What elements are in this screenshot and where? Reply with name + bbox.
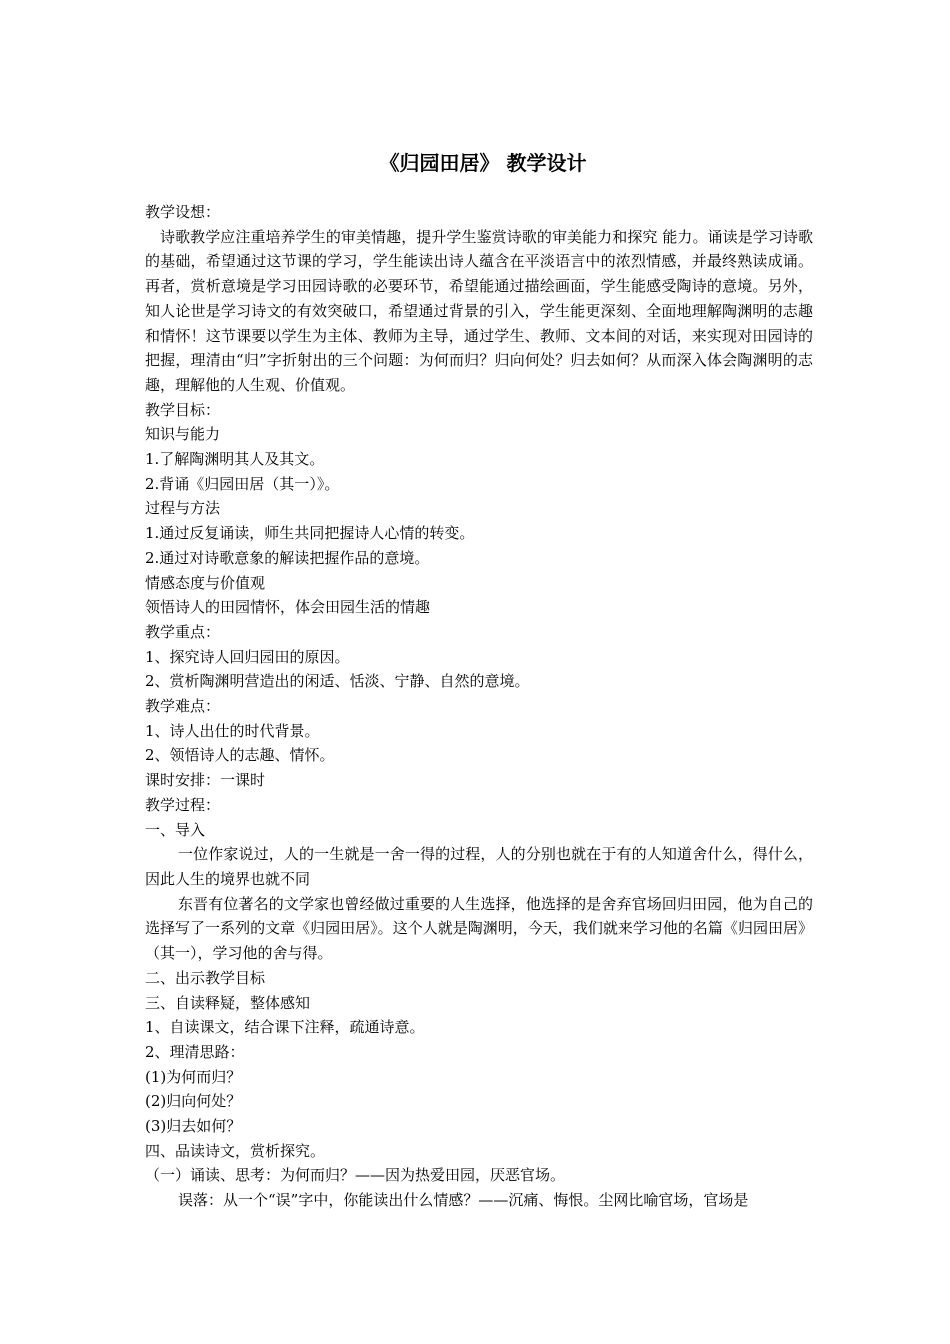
body-paragraph: 一位作家说过，人的一生就是一舍一得的过程，人的分别也就在于有的人知道舍什么，得什么，因此人生的境界也就不同 [145,845,813,888]
body-paragraph: 误落：从一个“误”字中，你能读出什么情感？——沉痛、悔恨。尘网比喻官场，官场是 [178,1191,749,1210]
body-line: 2、赏析陶渊明营造出的闲适、恬淡、宁静、自然的意境。 [145,672,530,691]
body-line: （一）诵读、思考：为何而归？——因为热爱田园，厌恶官场。 [145,1166,566,1185]
body-line: 1、探究诗人回归园田的原因。 [145,647,350,666]
body-line: 2、领悟诗人的志趣、情怀。 [145,746,335,765]
body-line: (3)归去如何？ [145,1117,242,1136]
body-line: 1.通过反复诵读，师生共同把握诗人心情的转变。 [145,524,475,543]
body-line: 教学重点： [145,622,221,641]
body-paragraph: 诗歌教学应注重培养学生的审美情趣，提升学生鉴赏诗歌的审美能力和探究 能力。诵读是学习诗歌的基础，希望通过这节课的学习，学生能读出诗人蕴含在平淡语言中的浓烈情感，并最终熟读成诵。再者，赏析意境是学习田园诗歌的必要环节，希望能通过描绘画面，学生能感受陶诗的意境。另外，知人论世是学习诗文的有效突破口，希望通过背景的引入，学生能更深刻、全面地理解陶渊明的志趣和情怀！这节课要以学生为主体、教师为主导，通过学生、教师、文本间的对话，来实现对田园诗的把握，理清由“归”字折射出的三个问题：为何而归？归向何处？归去如何？从而深入体会陶渊明的志趣，理解他的人生观、价值观。 [145,227,813,394]
body-line: 教学难点： [145,697,221,716]
body-line: 课时安排：一课时 [145,771,266,790]
body-line: 1、自读课文，结合课下注释，疏通诗意。 [145,1018,425,1037]
body-line: 领悟诗人的田园情怀，体会田园生活的情趣 [145,598,431,617]
body-line: 2.背诵《归园田居（其一）》。 [145,474,340,493]
body-line: (1)为何而归？ [145,1067,242,1086]
body-line: 教学过程： [145,795,221,814]
document-page [145,150,813,1213]
document-body [145,200,813,1213]
body-line: 2.通过对诗歌意象的解读把握作品的意境。 [145,548,430,567]
body-line: 一、导入 [145,820,206,839]
body-line: 1、诗人出仕的时代背景。 [145,721,320,740]
body-line: 三、自读释疑，整体感知 [145,993,311,1012]
body-line: 2、理清思路： [145,1042,245,1061]
body-line: 过程与方法 [145,499,221,518]
body-line: 1.了解陶渊明其人及其文。 [145,450,325,469]
body-line: 知识与能力 [145,425,221,444]
body-line: 四、品读诗文，赏析探究。 [145,1141,326,1160]
body-line: 二、出示教学目标 [145,968,266,987]
body-line: 教学目标： [145,400,221,419]
body-paragraph: 东晋有位著名的文学家也曾经做过重要的人生选择，他选择的是舍弃官场回归田园，他为自己的选择写了一系列的文章《归园田居》。这个人就是陶渊明，今天，我们就来学习他的名篇《归园田居》（其一），学习他的舍与得。 [145,894,813,963]
body-line: 教学设想： [145,203,221,221]
document-title: 《归园田居》 教学设计 [379,151,587,175]
body-line: 情感态度与价值观 [145,573,266,592]
body-line: (2)归向何处？ [145,1092,242,1111]
